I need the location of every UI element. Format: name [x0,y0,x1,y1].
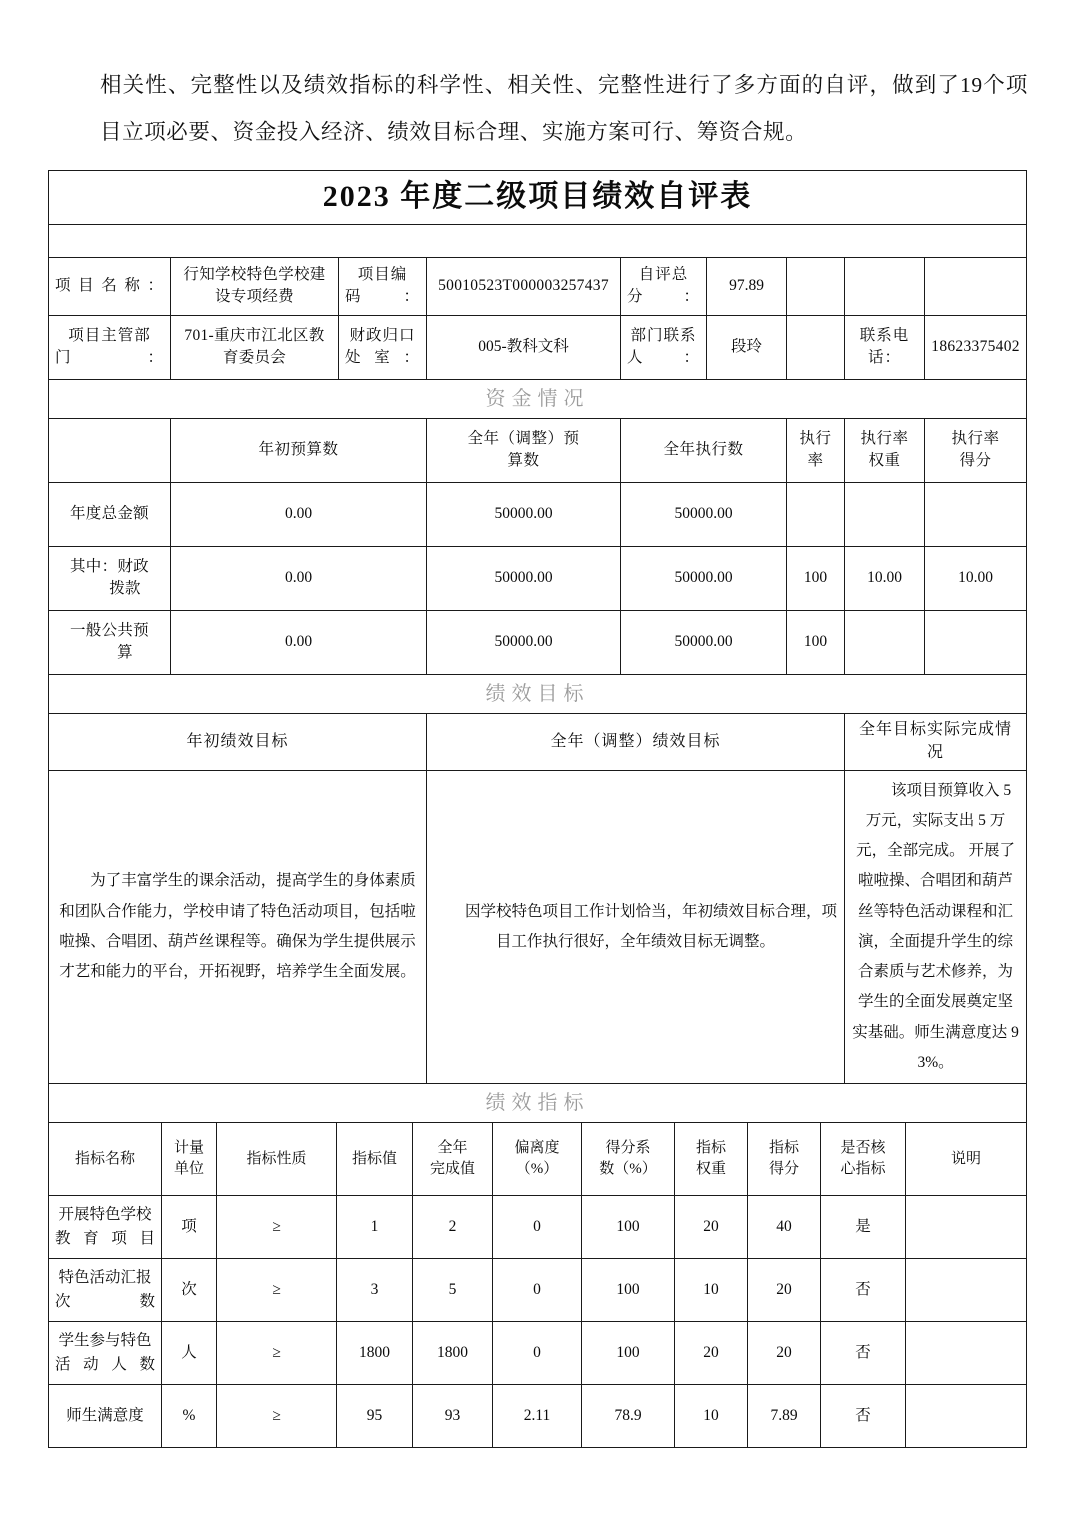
indicators-col-actual-line2: 完成值 [429,1161,475,1178]
indicators-col-coefficient [582,1123,675,1196]
finance-office-label: 财政归口处室： [339,315,427,379]
indicators-section-header-row [49,1084,1027,1123]
indicators-col-note: 说明 [906,1123,1027,1196]
funds-row-total [49,482,1027,546]
indicator-name: 学生参与特色活动人数 [49,1322,162,1385]
info-empty-cell-c [925,257,1027,315]
spacer-cell [49,224,1027,257]
indicator-target: 1 [337,1196,413,1259]
indicator-deviation: 0 [493,1196,582,1259]
funds-row-fiscal-label-line2: 拨款 [109,580,141,598]
indicator-name: 开展特色学校教育项目 [49,1196,162,1259]
indicator-target: 3 [337,1259,413,1322]
indicator-score: 40 [748,1196,821,1259]
indicators-column-header-row [49,1123,1027,1196]
funds-col-blank [49,418,171,482]
indicator-actual: 2 [413,1196,493,1259]
dept-label: 项目主管部门： [49,315,171,379]
funds-col-exec-rate-line2: 率 [807,452,824,470]
funds-row-general-rate: 100 [787,610,845,674]
indicator-deviation: 0 [493,1259,582,1322]
indicator-weight: 10 [675,1385,748,1448]
indicator-core: 否 [821,1385,906,1448]
indicators-col-target: 指标值 [337,1123,413,1196]
indicator-note [906,1385,1027,1448]
title-spacer-row [49,224,1027,257]
indicator-unit: 项 [162,1196,217,1259]
indicator-score: 20 [748,1259,821,1322]
goals-col-adjusted: 全年（调整）绩效目标 [427,714,845,770]
indicator-deviation: 0 [493,1322,582,1385]
funds-row-total-label: 年度总金额 [49,482,171,546]
indicator-unit: 人 [162,1322,217,1385]
indicator-weight: 20 [675,1322,748,1385]
goals-section-header-row [49,674,1027,713]
table-row [49,1385,1027,1448]
indicators-col-core-line2: 心指标 [840,1161,886,1178]
funds-section-title: 资金情况 [49,379,1027,418]
performance-self-evaluation-table [48,170,1027,1123]
self-score-value: 97.89 [707,257,787,315]
indicator-unit: 次 [162,1259,217,1322]
indicators-col-deviation [493,1123,582,1196]
funds-row-general-label-line1: 一般公共预 [69,622,149,640]
info-empty-cell-b [845,257,925,315]
funds-col-exec-weight-line1: 执行率 [860,430,909,448]
info-row-project [49,257,1027,315]
indicators-col-weight-line2: 权重 [695,1161,726,1178]
indicator-nature: ≥ [217,1196,337,1259]
indicator-core: 是 [821,1196,906,1259]
funds-row-total-rate [787,482,845,546]
goals-begin-goal-cell [49,770,427,1083]
info-row-department [49,315,1027,379]
indicators-col-score-line1: 指标 [768,1140,799,1157]
phone-value: 18623375402 [925,315,1027,379]
indicator-nature: ≥ [217,1259,337,1322]
info-empty-cell-d [787,315,845,379]
indicator-coefficient: 100 [582,1322,675,1385]
funds-col-adjusted-budget [427,418,621,482]
indicator-unit: % [162,1385,217,1448]
phone-label: 联系电话： [845,315,925,379]
project-code-label: 项目编码： [339,257,427,315]
indicator-score: 20 [748,1322,821,1385]
indicators-col-unit-line1: 计量 [173,1140,204,1157]
table-row [49,1259,1027,1322]
table-title-row [49,171,1027,225]
goals-col-begin: 年初绩效目标 [49,714,427,770]
contact-label: 部门联系人： [621,315,707,379]
indicator-actual: 5 [413,1259,493,1322]
funds-col-exec-score [925,418,1027,482]
indicator-weight: 20 [675,1196,748,1259]
funds-row-fiscal-weight: 10.00 [845,546,925,610]
indicator-weight: 10 [675,1259,748,1322]
intro-paragraph: 相关性、完整性以及绩效指标的科学性、相关性、完整性进行了多方面的自评，做到了19个项目立项必要、资金投入经济、绩效目标合理、实施方案可行、筹资合规。 [100,73,1028,144]
indicators-col-score [748,1123,821,1196]
funds-col-exec-weight-line2: 权重 [868,452,901,470]
indicator-actual: 1800 [413,1322,493,1385]
indicator-coefficient: 100 [582,1196,675,1259]
funds-row-total-weight [845,482,925,546]
funds-row-general-adjusted: 50000.00 [427,610,621,674]
indicator-coefficient: 100 [582,1259,675,1322]
indicator-name: 师生满意度 [49,1385,162,1448]
indicator-score: 7.89 [748,1385,821,1448]
goals-begin-goal-text: 为了丰富学生的课余活动，提高学生的身体素质和团队合作能力，学校申请了特色活动项目，包括啦啦操、合唱团、葫芦丝课程等。确保为学生提供展示才艺和能力的平台，开拓视野，培养学生全面发展。 [59,872,416,981]
contact-value: 段玲 [707,315,787,379]
indicator-core: 否 [821,1259,906,1322]
indicators-table [48,1122,1027,1448]
indicator-deviation: 2.11 [493,1385,582,1448]
indicators-col-weight [675,1123,748,1196]
funds-row-general-score [925,610,1027,674]
funds-row-fiscal-begin: 0.00 [171,546,427,610]
indicator-name: 特色活动汇报次数 [49,1259,162,1322]
indicators-col-nature: 指标性质 [217,1123,337,1196]
project-name-label: 项目名称： [49,257,171,315]
funds-row-total-executed: 50000.00 [621,482,787,546]
goals-adjusted-goal-text: 因学校特色项目工作计划恰当，年初绩效目标合理，项目工作执行很好，全年绩效目标无调整。 [464,902,837,950]
indicator-nature: ≥ [217,1322,337,1385]
project-code-value: 50010523T000003257437 [427,257,621,315]
finance-office-value: 005-教科文科 [427,315,621,379]
funds-section-header-row [49,379,1027,418]
indicators-col-unit [162,1123,217,1196]
funds-col-exec-score-line2: 得分 [959,452,992,470]
dept-value: 701-重庆市江北区教育委员会 [171,315,339,379]
funds-row-total-begin: 0.00 [171,482,427,546]
indicators-col-actual-line1: 全年 [437,1140,468,1157]
indicators-col-weight-line1: 指标 [695,1140,726,1157]
funds-row-fiscal-executed: 50000.00 [621,546,787,610]
indicator-note [906,1196,1027,1259]
funds-col-exec-score-line1: 执行率 [951,430,1000,448]
funds-col-executed: 全年执行数 [621,418,787,482]
funds-row-fiscal-adjusted: 50000.00 [427,546,621,610]
indicators-col-unit-line2: 单位 [173,1161,204,1178]
funds-row-general-weight [845,610,925,674]
indicators-col-coefficient-line2: 数（%） [599,1161,657,1178]
funds-row-total-score [925,482,1027,546]
goals-section-title: 绩效目标 [49,674,1027,713]
indicators-col-deviation-line1: 偏离度 [514,1140,560,1157]
funds-row-fiscal-rate: 100 [787,546,845,610]
indicators-col-deviation-line2: （%） [515,1161,559,1178]
performance-self-evaluation-table-wrapper [0,156,1074,1448]
indicators-col-actual [413,1123,493,1196]
indicators-col-core-line1: 是否核 [840,1140,886,1157]
goals-col-actual: 全年目标实际完成情况 [845,714,1027,770]
goals-actual-completion-cell [845,770,1027,1083]
funds-row-fiscal-score: 10.00 [925,546,1027,610]
project-name-value: 行知学校特色学校建设专项经费 [171,257,339,315]
indicators-col-core [821,1123,906,1196]
indicator-actual: 93 [413,1385,493,1448]
indicators-col-coefficient-line1: 得分系 [605,1140,651,1157]
funds-row-general-label-line2: 算 [117,644,133,662]
funds-col-exec-weight [845,418,925,482]
goals-content-row [49,770,1027,1083]
indicator-core: 否 [821,1322,906,1385]
indicators-col-name: 指标名称 [49,1123,162,1196]
indicators-col-score-line2: 得分 [768,1161,799,1178]
funds-col-adjusted-budget-line1: 全年（调整）预 [467,430,580,448]
goals-actual-completion-text: 该项目预算收入 5 万元，实际支出 5 万元，全部完成。 开展了啦啦操、合唱团和葫芦丝等特色活动课程和汇演，全面提升学生的综合素质与艺术修养，为学生的全面发展奠定坚实基础。师生满意度达 93%。 [852,781,1019,1071]
goals-adjusted-goal-cell [427,770,845,1083]
page-title: 2023 年度二级项目绩效自评表 [49,171,1027,225]
funds-row-fiscal-label-line1: 其中：财政 [69,558,149,576]
indicator-target: 95 [337,1385,413,1448]
funds-row-general-executed: 50000.00 [621,610,787,674]
funds-col-adjusted-budget-line2: 算数 [507,452,540,470]
funds-row-fiscal [49,546,1027,610]
indicator-coefficient: 78.9 [582,1385,675,1448]
info-empty-cell-a [787,257,845,315]
funds-row-general-label [49,610,171,674]
indicators-section-title: 绩效指标 [49,1084,1027,1123]
funds-row-general-public [49,610,1027,674]
funds-row-general-begin: 0.00 [171,610,427,674]
funds-col-exec-rate-line1: 执行 [799,430,832,448]
funds-row-fiscal-label [49,546,171,610]
goals-column-header-row [49,714,1027,770]
indicator-nature: ≥ [217,1385,337,1448]
table-row [49,1322,1027,1385]
funds-col-begin-budget: 年初预算数 [171,418,427,482]
funds-row-total-adjusted: 50000.00 [427,482,621,546]
table-row [49,1196,1027,1259]
self-score-label: 自评总分： [621,257,707,315]
funds-column-header-row [49,418,1027,482]
indicator-target: 1800 [337,1322,413,1385]
indicator-note [906,1322,1027,1385]
indicator-note [906,1259,1027,1322]
funds-col-exec-rate [787,418,845,482]
